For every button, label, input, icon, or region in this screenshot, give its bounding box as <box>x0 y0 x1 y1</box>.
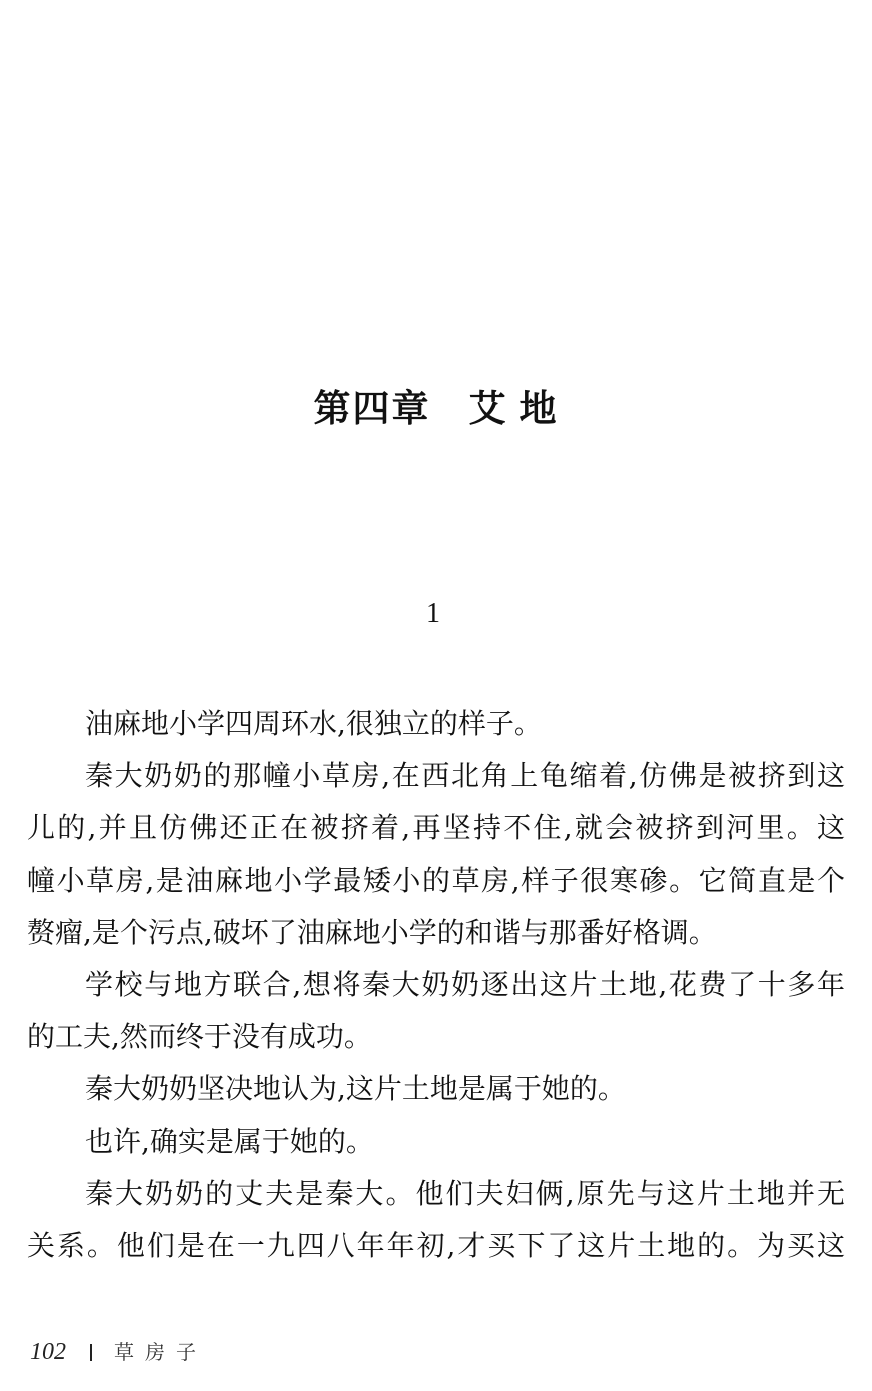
paragraph-2-line-4: 赘瘤,是个污点,破坏了油麻地小学的和谐与那番好格调。 <box>27 915 717 949</box>
section-number: 1 <box>426 598 440 629</box>
paragraph-5-line-1: 也许,确实是属于她的。 <box>85 1124 374 1158</box>
page-number: 102 <box>30 1339 66 1365</box>
footer-divider <box>90 1344 92 1361</box>
paragraph-3-line-2: 的工夫,然而终于没有成功。 <box>27 1020 372 1054</box>
running-book-title: 草房子 <box>114 1340 207 1364</box>
chapter-title-char-2: 地 <box>519 387 559 430</box>
paragraph-6-line-2: 关系。他们是在一九四八年年初,才买下了这片土地的。为买这 <box>27 1228 845 1262</box>
paragraph-3-line-1: 学校与地方联合,想将秦大奶奶逐出这片土地,花费了十多年 <box>85 967 845 1001</box>
chapter-title-char-1: 艾 <box>468 387 508 430</box>
chapter-title <box>0 385 872 433</box>
paragraph-6-line-1: 秦大奶奶的丈夫是秦大。他们夫妇俩,原先与这片土地并无 <box>85 1176 845 1210</box>
paragraph-2-line-3: 幢小草房,是油麻地小学最矮小的草房,样子很寒碜。它简直是个 <box>27 863 845 897</box>
chapter-number-label: 第四章 <box>313 387 431 430</box>
page-footer <box>30 1332 207 1372</box>
paragraph-2-line-1: 秦大奶奶的那幢小草房,在西北角上龟缩着,仿佛是被挤到这 <box>85 759 845 793</box>
body-text <box>27 698 845 1272</box>
paragraph-4-line-1: 秦大奶奶坚决地认为,这片土地是属于她的。 <box>85 1072 626 1106</box>
paragraph-1-line-1: 油麻地小学四周环水,很独立的样子。 <box>85 707 542 740</box>
paragraph-2-line-2: 儿的,并且仿佛还正在被挤着,再坚持不住,就会被挤到河里。这 <box>27 811 845 845</box>
